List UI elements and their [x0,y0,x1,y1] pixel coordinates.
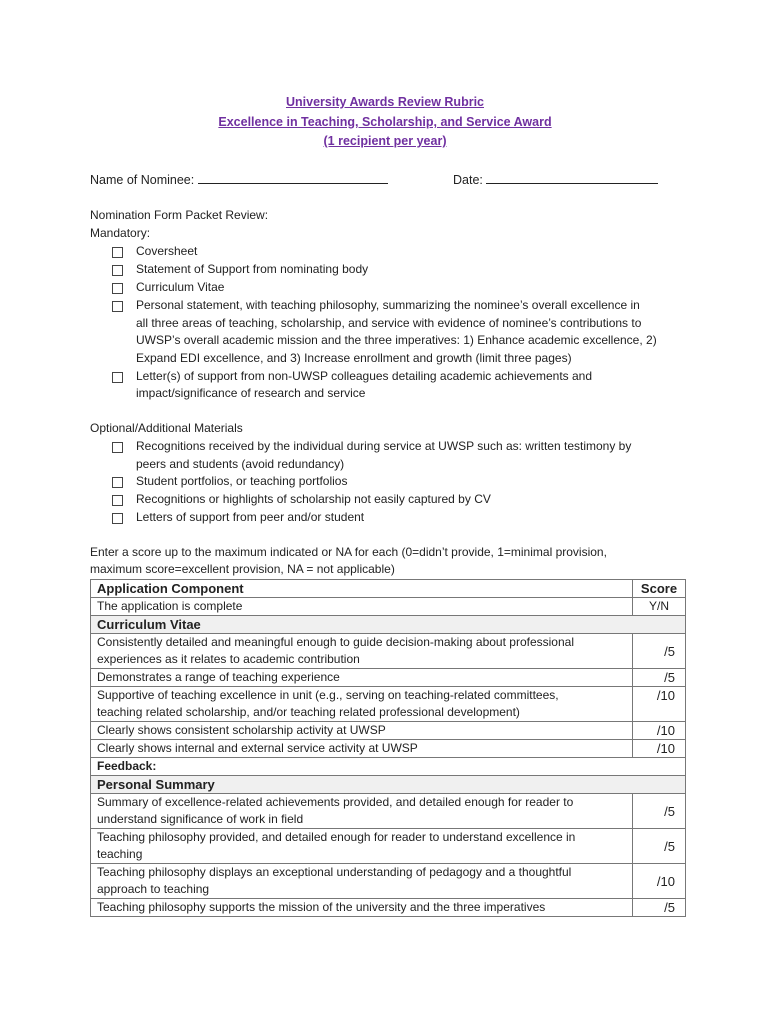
checklist-item-continued: Expand EDI excellence, and 3) Increase enrollment and growth (limit three pages) [136,351,572,365]
score-cell[interactable]: /10 [633,687,686,722]
score-cell[interactable]: /5 [633,634,686,669]
checkbox[interactable] [112,513,123,524]
nominee-label: Name of Nominee: [90,173,195,187]
checklist-item: Statement of Support from nominating body [136,262,369,276]
table-row [91,740,686,758]
checkbox[interactable] [112,247,123,258]
row-label: The application is complete [91,598,633,616]
checklist-item-continued: peers and students (avoid redundancy) [136,457,345,471]
checkbox[interactable] [112,372,123,383]
row-label: Clearly shows consistent scholarship activity at UWSP [91,722,633,740]
packet-review-heading: Nomination Form Packet Review: [90,208,269,222]
table-row [91,687,686,722]
table-row [91,899,686,917]
award-title: Excellence in Teaching, Scholarship, and Service Award [218,115,552,129]
row-label: Teaching philosophy displays an exceptional understanding of pedagogy and a thoughtful approach to teaching [91,864,633,899]
score-instructions: Enter a score up to the maximum indicated or NA for each (0=didn’t provide, 1=minimal provision, [90,545,607,559]
checklist-item-continued: all three areas of teaching, scholarship, and service with evidence of nominee’s contributions to [136,316,642,330]
table-row [91,794,686,829]
section-title: Curriculum Vitae [91,616,686,634]
table-row [91,669,686,687]
row-label: Teaching philosophy provided, and detailed enough for reader to understand excellence in teaching [91,829,633,864]
rubric-table [90,579,686,917]
score-cell[interactable]: /10 [633,740,686,758]
score-cell[interactable]: /10 [633,864,686,899]
feedback-label[interactable]: Feedback: [91,758,686,776]
nominee-field[interactable] [90,171,388,187]
optional-label: Optional/Additional Materials [90,421,243,435]
score-column-header: Score [633,580,686,598]
feedback-row[interactable] [91,758,686,776]
table-row [91,634,686,669]
date-input-line[interactable] [486,171,658,184]
checklist-item: Recognitions or highlights of scholarship not easily captured by CV [136,492,491,506]
table-row [91,864,686,899]
table-row [91,598,686,616]
score-cell[interactable]: /5 [633,829,686,864]
component-column-header: Application Component [91,580,633,598]
date-label: Date: [453,173,483,187]
row-label: Supportive of teaching excellence in unit (e.g., serving on teaching-related committees, teaching related scholarship, and/or teaching related professional development) [91,687,633,722]
row-label: Clearly shows internal and external service activity at UWSP [91,740,633,758]
row-label: Summary of excellence-related achievements provided, and detailed enough for reader to understand significance of work in field [91,794,633,829]
score-cell[interactable]: /10 [633,722,686,740]
section-title: Personal Summary [91,776,686,794]
table-row [91,722,686,740]
row-label: Demonstrates a range of teaching experience [91,669,633,687]
checkbox[interactable] [112,283,123,294]
table-row [91,829,686,864]
mandatory-label: Mandatory: [90,226,151,240]
checklist-item: Recognitions received by the individual during service at UWSP such as: written testimony by [136,439,632,453]
checklist-item-continued: impact/significance of research and service [136,386,366,400]
nominee-input-line[interactable] [198,171,388,184]
checkbox[interactable] [112,301,123,312]
checklist-item: Personal statement, with teaching philosophy, summarizing the nominee’s overall excellence in [136,298,640,312]
checkbox[interactable] [112,442,123,453]
score-cell[interactable]: /5 [633,899,686,917]
checklist-item: Curriculum Vitae [136,280,225,294]
section-header-personal-summary [91,776,686,794]
row-label: Teaching philosophy supports the mission of the university and the three imperatives [91,899,633,917]
checkbox[interactable] [112,495,123,506]
checklist-item: Student portfolios, or teaching portfolios [136,474,348,488]
checklist-item-continued: UWSP’s overall academic mission and the three imperatives: 1) Enhance academic excellence, 2) [136,333,657,347]
section-header-cv [91,616,686,634]
date-field[interactable] [453,171,658,187]
checklist-item: Letter(s) of support from non-UWSP colleagues detailing academic achievements and [136,369,593,383]
document-title: University Awards Review Rubric [286,95,484,109]
checklist-item: Coversheet [136,244,198,258]
row-label: Consistently detailed and meaningful enough to guide decision-making about professional experiences as it relates to academic contribution [91,634,633,669]
score-cell[interactable]: /5 [633,794,686,829]
checkbox[interactable] [112,265,123,276]
checklist-item: Letters of support from peer and/or student [136,510,365,524]
score-cell[interactable]: Y/N [633,598,686,616]
score-instructions-continued: maximum score=excellent provision, NA = not applicable) [90,562,395,576]
table-header [91,580,686,598]
recipient-note: (1 recipient per year) [323,134,447,148]
checkbox[interactable] [112,477,123,488]
score-cell[interactable]: /5 [633,669,686,687]
